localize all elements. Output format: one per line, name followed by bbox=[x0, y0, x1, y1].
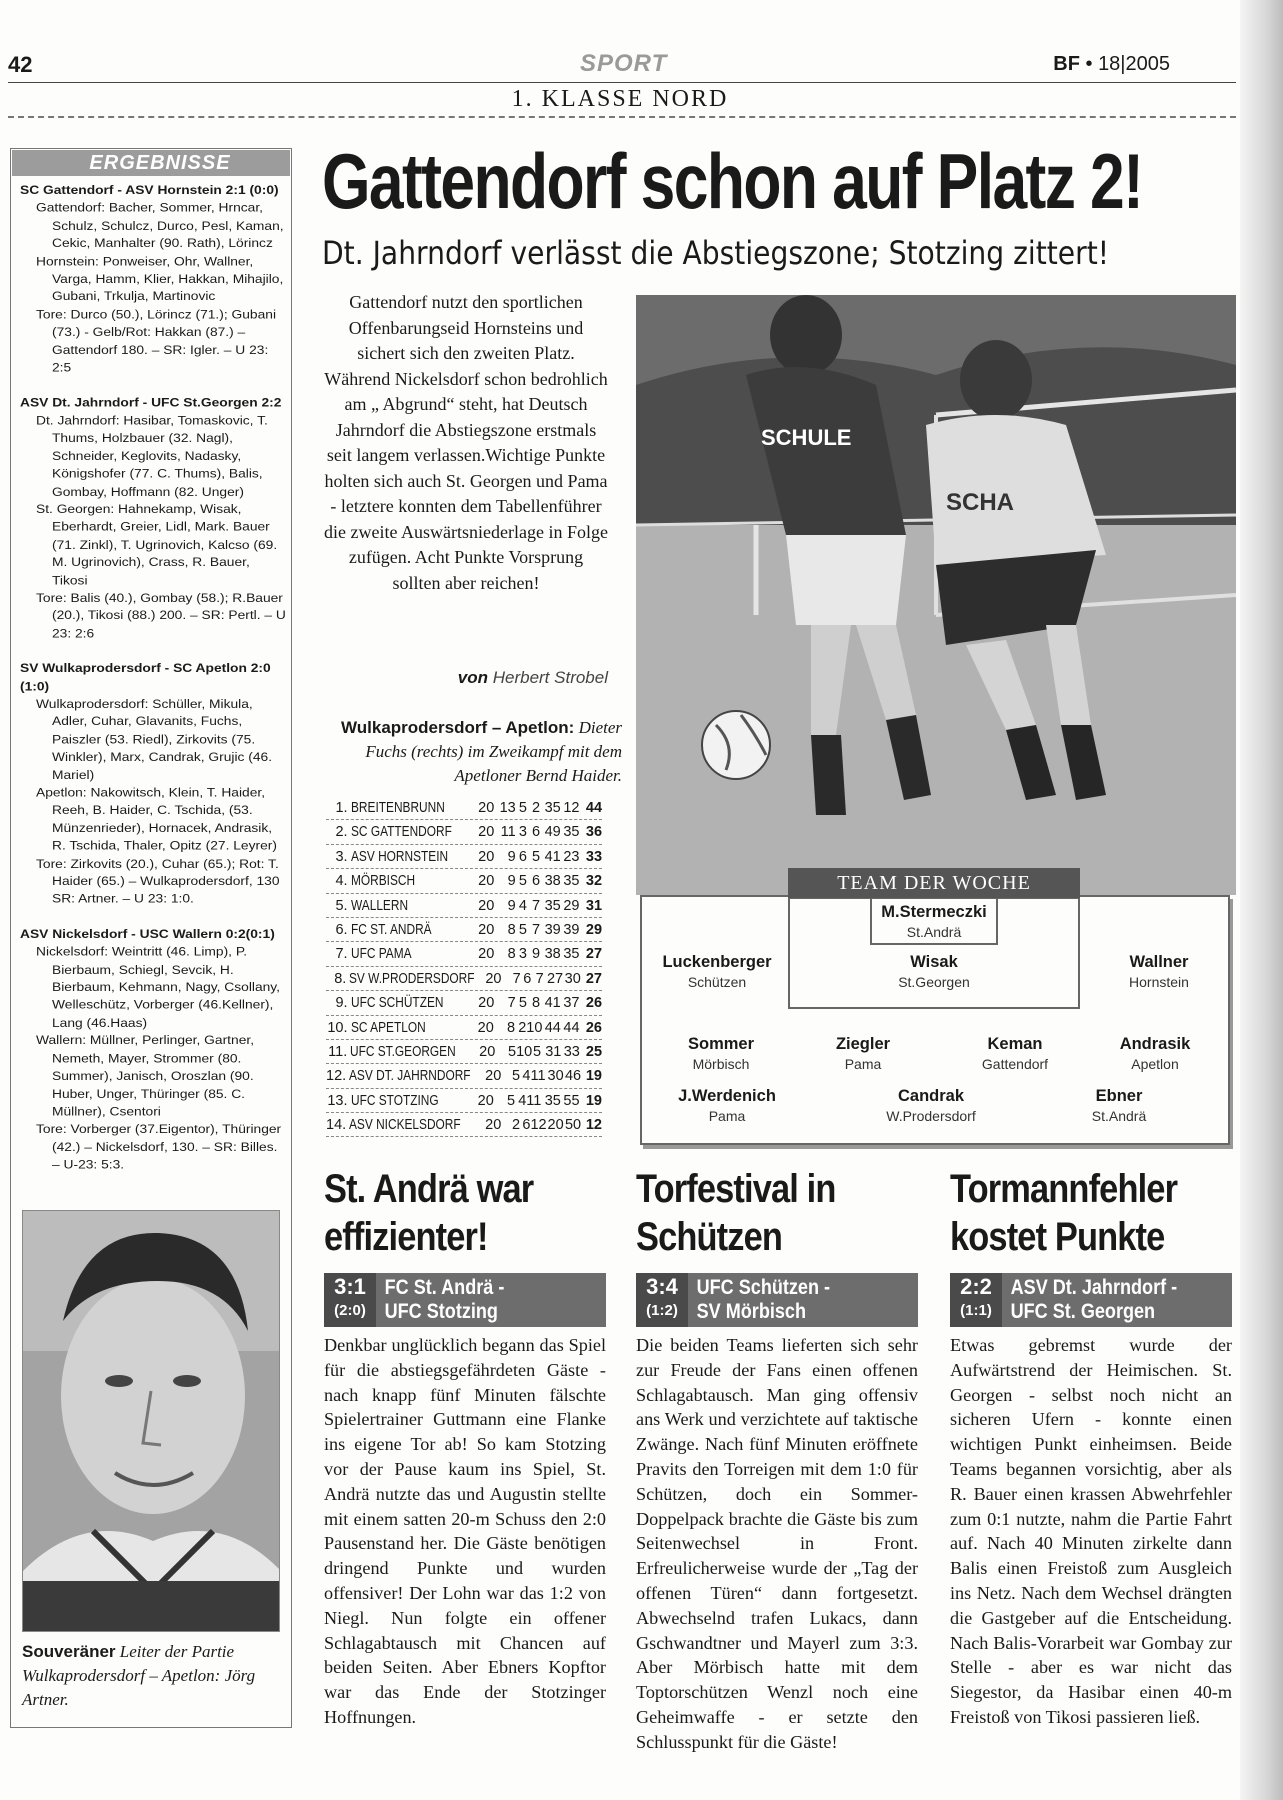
table-cell-l: 11 bbox=[526, 1092, 542, 1109]
page-number: 42 bbox=[8, 52, 33, 77]
table-cell-rank: 12. bbox=[326, 1068, 347, 1085]
header-dashed-rule bbox=[8, 116, 1236, 118]
table-cell-ga: 35 bbox=[563, 873, 580, 890]
result-detail: Tore: Balis (40.), Gombay (58.); R.Bauer (20.), Tikosi (88.) 200. – SR: Pertl. – U 23: 2:6 bbox=[36, 591, 286, 640]
table-cell-l: 6 bbox=[532, 824, 541, 841]
result-title: SV Wulkaprodersdorf - SC Apetlon 2:0 (1:0) bbox=[20, 661, 271, 693]
table-cell-rank: 7. bbox=[335, 946, 348, 963]
result-block bbox=[20, 926, 288, 1174]
table-cell-ga: 12 bbox=[563, 800, 580, 816]
score-box: 3:4 (1:2) bbox=[636, 1273, 688, 1327]
player-midfielder-3: Keman Gattendorf bbox=[981, 1035, 1049, 1072]
table-cell-ga: 30 bbox=[564, 970, 581, 987]
table-cell-ga: 23 bbox=[563, 848, 580, 865]
table-cell-gf: 38 bbox=[544, 873, 561, 890]
table-cell-ga: 37 bbox=[563, 995, 580, 1012]
table-cell-pts: 36 bbox=[585, 824, 603, 841]
result-detail: Tore: Zirkovits (20.), Cuhar (65.); Rot: T. Haider (65.) – Wulkaprodersdorf, 130 SR: Artner. – U 23: 1:0. bbox=[36, 857, 280, 906]
lead-paragraph: Gattendorf nutzt den sportlichen Offenbarungseid Hornsteins und sichert sich den zweiten Platz. Während Nickelsdorf schon bedrohlich am „ Abgrund“ steht, hat Deutsch Jahrndorf die Abstiegszone erstmals seit langem verlassen.Wichtige Punkte holten sich auch St. Georgen und Pama - letztere konnten dem Tabellenführer die zweite Auswärtsniederlage in Folge zufügen. Acht Punkte Vorsprung sollten aber reichen! bbox=[324, 292, 608, 593]
team-of-week-heading: TEAM DER WOCHE bbox=[788, 868, 1080, 898]
player-defender-3: Wallner Hornstein bbox=[1129, 953, 1189, 990]
table-cell-rank: 13. bbox=[327, 1092, 348, 1109]
table-cell-rank: 2. bbox=[335, 824, 348, 841]
standings-table bbox=[326, 796, 602, 1137]
table-cell-p: 20 bbox=[485, 970, 502, 987]
table-cell-rank: 5. bbox=[335, 897, 348, 914]
article-st-andrae bbox=[324, 1165, 606, 1730]
score-bar bbox=[636, 1273, 918, 1327]
table-cell-rank: 6. bbox=[335, 921, 348, 938]
table-cell-d: 6 bbox=[522, 1117, 531, 1134]
result-detail: Tore: Durco (50.), Lörincz (71.); Gubani (73.) - Gelb/Rot: Hakkan (87.) – Gattendorf 180. – SR: Igler. – U 23: 2:5 bbox=[36, 307, 277, 375]
player-midfielder-4: Andrasik Apetlon bbox=[1119, 1035, 1191, 1072]
table-cell-l: 12 bbox=[530, 1117, 547, 1134]
table-cell-l: 8 bbox=[532, 995, 541, 1012]
result-detail: Tore: Vorberger (37.Eigentor), Thüringer (42.) – Nickelsdorf, 130. – SR: Billes. – U-23: 5:3. bbox=[36, 1122, 282, 1172]
table-cell-ga: 29 bbox=[563, 897, 580, 914]
table-cell-l: 7 bbox=[532, 921, 541, 938]
table-cell-rank: 8. bbox=[334, 970, 347, 987]
table-row bbox=[326, 991, 602, 1015]
table-cell-l: 6 bbox=[532, 873, 541, 890]
table-cell-l: 7 bbox=[535, 970, 544, 987]
score-box: 2:2 (1:1) bbox=[950, 1273, 1002, 1327]
table-cell-team: MÖRBISCH bbox=[350, 873, 415, 890]
table-row bbox=[326, 1089, 602, 1113]
table-row bbox=[326, 1113, 602, 1137]
table-cell-ga: 55 bbox=[563, 1092, 580, 1109]
result-detail: Apetlon: Nakowitsch, Klein, T. Haider, Reeh, B. Haider, C. Tschida, (53. Münzenrieder), Hornacek, Andrasik, R. Tschida, Thaler, Opitz (27. Leyrer) bbox=[36, 786, 277, 853]
table-cell-ga: 46 bbox=[564, 1068, 582, 1085]
score-bar bbox=[950, 1273, 1232, 1327]
result-block bbox=[20, 660, 288, 908]
table-cell-w: 9 bbox=[507, 873, 516, 890]
table-cell-rank: 4. bbox=[335, 873, 348, 890]
table-row bbox=[326, 869, 602, 893]
player-goalkeeper: M.Stermeczki St.Andrä bbox=[881, 903, 987, 940]
table-cell-p: 20 bbox=[478, 800, 495, 816]
article-title: St. Andrä war effizienter! bbox=[324, 1167, 534, 1259]
table-cell-ga: 35 bbox=[563, 946, 580, 963]
result-detail: Hornstein: Ponweiser, Ohr, Wallner, Varga, Hamm, Klier, Hakkan, Mihajilo, Gubani, Trkulja, Martinovic bbox=[36, 254, 284, 304]
table-cell-rank: 11. bbox=[328, 1043, 348, 1060]
table-cell-pts: 25 bbox=[585, 1043, 603, 1060]
article-schuetzen bbox=[636, 1165, 918, 1755]
table-cell-d: 6 bbox=[523, 970, 532, 987]
table-cell-team: WALLERN bbox=[350, 897, 408, 914]
table-cell-w: 7 bbox=[507, 995, 516, 1012]
table-cell-d: 5 bbox=[518, 995, 527, 1012]
results-heading: ERGEBNISSE bbox=[12, 150, 290, 176]
player-defender-2: Wisak St.Georgen bbox=[898, 953, 970, 990]
article-title: Tormannfehler kostet Punkte bbox=[950, 1167, 1178, 1259]
table-cell-pts: 26 bbox=[585, 995, 603, 1012]
table-cell-d: 5 bbox=[518, 800, 527, 816]
table-cell-w: 13 bbox=[499, 800, 516, 816]
match-teams: ASV Dt. Jahrndorf - UFC St. Georgen bbox=[1010, 1276, 1178, 1323]
results-list bbox=[20, 182, 288, 1192]
table-cell-l: 10 bbox=[526, 1019, 543, 1036]
table-cell-pts: 27 bbox=[585, 946, 603, 963]
publication-name: BF bbox=[1053, 53, 1080, 75]
table-cell-rank: 3. bbox=[335, 848, 348, 865]
table-cell-l: 11 bbox=[530, 1068, 546, 1085]
table-cell-p: 20 bbox=[478, 848, 495, 865]
result-detail: St. Georgen: Hahnekamp, Wisak, Eberhardt, Greier, Lidl, Mark. Bauer (71. Zinkl), T. Ugrinovich, Kalcso (69. M. Ugrinovich), Crass, R. Bauer, Tikosi bbox=[36, 502, 278, 587]
table-cell-rank: 14. bbox=[326, 1117, 347, 1134]
league-title: 1. KLASSE NORD bbox=[511, 86, 729, 112]
article-jahrndorf bbox=[950, 1165, 1232, 1730]
table-cell-pts: 19 bbox=[585, 1092, 602, 1109]
player-forward-3: Ebner St.Andrä bbox=[1091, 1087, 1147, 1124]
table-cell-pts: 27 bbox=[585, 970, 602, 987]
table-cell-gf: 49 bbox=[544, 824, 561, 841]
table-row bbox=[326, 1040, 602, 1064]
result-title: ASV Dt. Jahrndorf - UFC St.Georgen 2:2 bbox=[20, 396, 282, 410]
table-cell-p: 20 bbox=[478, 897, 495, 914]
table-cell-w: 5 bbox=[511, 1068, 521, 1085]
table-row bbox=[326, 1064, 602, 1088]
table-cell-pts: 31 bbox=[585, 897, 603, 914]
issue-info: BF • 18|2005 bbox=[1053, 53, 1170, 75]
player-defender-1: Luckenberger Schützen bbox=[662, 953, 772, 990]
table-cell-w: 9 bbox=[507, 897, 516, 914]
table-cell-d: 10 bbox=[516, 1043, 533, 1060]
table-cell-rank: 10. bbox=[327, 1019, 348, 1036]
issue-number: 18|2005 bbox=[1098, 53, 1170, 75]
table-cell-pts: 12 bbox=[585, 1117, 602, 1134]
table-cell-w: 8 bbox=[507, 946, 516, 963]
table-cell-gf: 27 bbox=[546, 970, 564, 987]
table-cell-gf: 41 bbox=[544, 848, 561, 865]
table-cell-d: 4 bbox=[518, 897, 527, 914]
result-title: SC Gattendorf - ASV Hornstein 2:1 (0:0) bbox=[20, 183, 279, 197]
table-cell-d: 3 bbox=[518, 824, 527, 841]
table-row bbox=[326, 845, 602, 869]
table-row bbox=[326, 820, 602, 844]
table-cell-ga: 50 bbox=[564, 1117, 582, 1134]
table-cell-gf: 35 bbox=[544, 1092, 561, 1109]
article-body: Die beiden Teams lieferten sich sehr zur Freude der Fans einen offenen Schlagabtausch. Man ging offensiv ans Werk und verzichtete auf taktische Zwänge. Nach fünf Minuten eröffnete Pravits den Torreigen mit dem 1:0 für Schützen, doch ein Sommer-Doppelpack brachte die Gäste bis zum Seitenwechsel in Front. Erfreulicherweise wurde der „Tag der offenen Türen“ dann fortgesetzt. Abwechselnd trafen Lukacs, dann Gschwandtner und Mayerl zum 3:3. Aber Mörbisch hatte mit dem Toptorschützen Wenzl noch eine Geheimwaffe - er setzte den Schlusspunkt für die Gäste! bbox=[636, 1335, 918, 1752]
table-row bbox=[326, 942, 602, 966]
table-cell-team: UFC SCHÜTZEN bbox=[350, 995, 444, 1012]
table-cell-w: 7 bbox=[512, 970, 521, 987]
table-cell-d: 6 bbox=[518, 848, 527, 865]
byline: von Herbert Strobel bbox=[457, 668, 608, 687]
table-row bbox=[326, 894, 602, 918]
table-cell-p: 20 bbox=[478, 873, 495, 890]
table-cell-team: SV W.PRODERSDORF bbox=[349, 970, 475, 987]
table-cell-w: 9 bbox=[507, 848, 516, 865]
main-headline: Gattendorf schon auf Platz 2! bbox=[322, 137, 1143, 225]
table-cell-d: 4 bbox=[518, 1092, 527, 1109]
table-cell-l: 2 bbox=[532, 800, 541, 816]
svg-text:SCHULE: SCHULE bbox=[761, 425, 852, 450]
header-rule bbox=[8, 82, 1236, 83]
sub-headline: Dt. Jahrndorf verlässt die Abstiegszone; Stotzing zittert! bbox=[322, 234, 1110, 272]
result-detail: Wallern: Müllner, Perlinger, Gartner, Nemeth, Mayer, Strommer (80. Summer), Janisch, Oroszlan (90. Huber, Unger, Thüringer (85. C. Müllner), Csentori bbox=[36, 1034, 255, 1119]
table-cell-team: ASV NICKELSDORF bbox=[349, 1117, 461, 1134]
table-cell-team: ASV HORNSTEIN bbox=[350, 848, 448, 865]
table-cell-gf: 39 bbox=[544, 921, 561, 938]
player-forward-2: Candrak W.Prodersdorf bbox=[886, 1087, 976, 1124]
table-cell-team: FC ST. ANDRÄ bbox=[350, 921, 432, 938]
table-cell-pts: 19 bbox=[585, 1068, 602, 1085]
table-cell-pts: 44 bbox=[585, 800, 603, 816]
result-detail: Nickelsdorf: Weintritt (46. Limp), P. Bierbaum, Schiegl, Sevcik, H. Bierbaum, Kehmann, Nagy, Csollany, Welleschütz, Vorberger (46.Kellner), Lang (46.Haas) bbox=[36, 945, 281, 1030]
section-label: SPORT bbox=[580, 50, 668, 77]
table-cell-p: 20 bbox=[477, 1019, 494, 1036]
table-cell-w: 8 bbox=[507, 921, 516, 938]
match-teams: UFC Schützen - SV Mörbisch bbox=[696, 1276, 831, 1323]
portrait-caption: Souveräner Leiter der Partie Wulkaprodersdorf – Apetlon: Jörg Artner. bbox=[22, 1642, 256, 1709]
table-cell-p: 20 bbox=[477, 1092, 494, 1109]
result-detail: Wulkaprodersdorf: Schüller, Mikula, Adler, Cuhar, Glavanits, Fuchs, Paiszler (53. Riedl), Zirkovits (75. Winkler), Marx, Candrak, Grujic (46. Mariel) bbox=[36, 697, 273, 782]
table-cell-gf: 38 bbox=[544, 946, 561, 963]
table-cell-rank: 1. bbox=[335, 800, 348, 816]
table-cell-team: SC APETLON bbox=[350, 1019, 426, 1036]
table-cell-gf: 35 bbox=[544, 897, 561, 914]
table-row bbox=[326, 796, 602, 820]
svg-text:SCHA: SCHA bbox=[946, 489, 1015, 516]
table-cell-p: 20 bbox=[479, 1043, 496, 1060]
result-title: ASV Nickelsdorf - USC Wallern 0:2(0:1) bbox=[20, 927, 275, 941]
article-body: Denkbar unglücklich begann das Spiel für die abstiegsgefährdeten Gäste - nach knapp fünf Minuten fälschte Spielertrainer Guttmann eine Flanke ins eigene Tor ab! So kam Stotzing vor der Pause kaum ins Spiel, St. Andrä nutzte das und Augustin stellte mit einem satten 20-m Schuss den 2:0 Pausenstand her. Die Gäste benötigen dringend Punkte und wurden offensiver! Der Lohn war das 1:2 von Niegl. Nun folgte ein offener Schlagabtausch mit Chancen auf beiden Seiten. Aber Ebners Kopftor war das Ende der Stotzinger Hoffnungen. bbox=[324, 1335, 606, 1727]
table-cell-p: 20 bbox=[478, 995, 495, 1012]
table-cell-ga: 33 bbox=[563, 1043, 580, 1060]
score-box: 3:1 (2:0) bbox=[324, 1273, 376, 1327]
table-row bbox=[326, 967, 602, 991]
player-midfielder-1: Sommer Mörbisch bbox=[687, 1035, 755, 1072]
table-cell-team: BREITENBRUNN bbox=[350, 800, 445, 816]
table-cell-gf: 41 bbox=[544, 995, 561, 1012]
result-block bbox=[20, 394, 288, 642]
table-cell-team: UFC PAMA bbox=[350, 946, 412, 963]
referee-portrait bbox=[22, 1210, 280, 1632]
photo-caption: Wulkaprodersdorf – Apetlon: Dieter Fuchs (rechts) im Zweikampf mit dem Apetloner Bernd Haider. bbox=[341, 718, 622, 785]
article-body: Etwas gebremst wurde der Aufwärtstrend der Heimischen. St. Georgen - selbst noch nicht an sicheren Ufern - konnte einen wichtigen Punkt einheimsen. Beide Teams begannen vorsichtig, aber als R. Bauer einen krassen Abwehrfehler zum 0:1 nutzte, nahm die Partie Fahrt auf. Nach 40 Minuten zirkelte dann Balis einen Freistoß zum Ausgleich ins Netz. Nach dem Wechsel drängten die Gastgeber auf die Entscheidung. Nach Balis-Vorarbeit war Gombay zur Stelle - aber es war nicht das Siegestor, da Hasibar einen 40-m Freistoß von Tikosi passieren ließ. bbox=[950, 1335, 1232, 1727]
table-cell-d: 5 bbox=[518, 921, 527, 938]
table-cell-l: 5 bbox=[532, 848, 541, 865]
table-cell-d: 5 bbox=[518, 873, 527, 890]
table-cell-w: 2 bbox=[511, 1117, 521, 1134]
table-cell-l: 9 bbox=[532, 946, 541, 963]
table-row bbox=[326, 1016, 602, 1040]
table-cell-gf: 20 bbox=[547, 1117, 564, 1134]
result-detail: Dt. Jahrndorf: Hasibar, Tomaskovic, T. Thums, Holzbauer (32. Nagl), Schneider, Keglovits, Nadasky, Königshofer (77. C. Thums), Balis, Gombay, Hoffmann (82. Unger) bbox=[36, 413, 268, 498]
table-cell-team: UFC ST.GEORGEN bbox=[350, 1043, 456, 1060]
table-cell-l: 7 bbox=[532, 897, 541, 914]
page-edge-shadow bbox=[1240, 0, 1283, 1800]
table-cell-d: 2 bbox=[518, 1019, 527, 1036]
table-cell-gf: 30 bbox=[547, 1068, 564, 1085]
table-cell-ga: 35 bbox=[563, 824, 580, 841]
article-title: Torfestival in Schützen bbox=[636, 1167, 836, 1259]
table-cell-ga: 44 bbox=[563, 1019, 580, 1036]
match-photo bbox=[636, 295, 1236, 895]
table-cell-team: UFC STOTZING bbox=[350, 1092, 439, 1109]
table-cell-w: 8 bbox=[506, 1019, 516, 1036]
table-cell-p: 20 bbox=[478, 824, 495, 841]
table-cell-team: ASV DT. JAHRNDORF bbox=[349, 1068, 471, 1085]
table-cell-p: 20 bbox=[478, 921, 495, 938]
table-cell-ga: 39 bbox=[563, 921, 580, 938]
table-cell-pts: 32 bbox=[585, 873, 603, 890]
table-cell-team: SC GATTENDORF bbox=[350, 824, 452, 841]
table-cell-gf: 44 bbox=[544, 1019, 561, 1036]
table-cell-p: 20 bbox=[478, 946, 495, 963]
table-cell-w: 5 bbox=[506, 1092, 516, 1109]
table-cell-rank: 9. bbox=[335, 995, 348, 1012]
table-row bbox=[326, 918, 602, 942]
table-cell-p: 20 bbox=[485, 1117, 502, 1134]
score-bar bbox=[324, 1273, 606, 1327]
table-cell-l: 5 bbox=[532, 1043, 542, 1060]
table-cell-d: 4 bbox=[522, 1068, 531, 1085]
table-cell-pts: 33 bbox=[585, 848, 603, 865]
table-cell-w: 11 bbox=[500, 824, 516, 841]
player-midfielder-2: Ziegler Pama bbox=[835, 1035, 891, 1072]
table-cell-gf: 31 bbox=[545, 1043, 562, 1060]
table-cell-p: 20 bbox=[485, 1068, 502, 1085]
table-cell-d: 3 bbox=[518, 946, 527, 963]
result-detail: Gattendorf: Bacher, Sommer, Hrncar, Schulz, Schulcz, Durco, Pesl, Kaman, Cekic, Manhalter (90. Rath), Lörincz bbox=[36, 201, 284, 250]
table-cell-pts: 26 bbox=[585, 1019, 602, 1036]
table-cell-w: 5 bbox=[508, 1043, 517, 1060]
match-teams: FC St. Andrä - UFC Stotzing bbox=[384, 1276, 505, 1323]
table-cell-gf: 35 bbox=[544, 800, 561, 816]
result-block bbox=[20, 182, 288, 377]
table-cell-pts: 29 bbox=[585, 921, 603, 938]
player-forward-1: J.Werdenich Pama bbox=[678, 1087, 776, 1124]
